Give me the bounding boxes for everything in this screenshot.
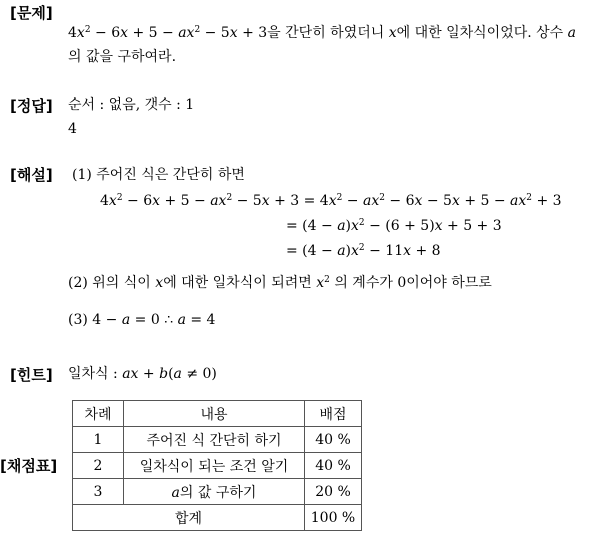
rubric-table: [72, 400, 362, 531]
problem-tag: [문제]: [10, 4, 53, 22]
rubric-header-score: 배점: [305, 401, 362, 427]
rubric-total-row: [73, 505, 362, 531]
rubric-no: 3: [73, 479, 124, 505]
rubric-header-no: 차례: [73, 401, 124, 427]
hint-text: 일차식 : ax + b(a ≠ 0): [68, 366, 217, 382]
rubric-total-score: 100 %: [305, 505, 362, 531]
rubric-score: 40 %: [305, 427, 362, 453]
rubric-total-label: 합계: [73, 505, 305, 531]
rubric-header-content: 내용: [124, 401, 305, 427]
problem-line-2: 의 값을 구하여라.: [68, 49, 177, 65]
solution-eq-1: $4x^2 - 6x + 5 - ax^2 - 5x + 3 = 4x^2 - ax^2 - 6x - 5x + 5 - ax^2 + 3$: [100, 193, 562, 209]
solution-step-2: (2) 위의 식이 x에 대한 일차식이 되려면 $x^2$ 의 계수가 0이어야 하므로: [68, 275, 492, 291]
answer-line-2: 4: [68, 121, 77, 137]
solution-tag: [해설]: [10, 166, 53, 184]
rubric-no: 1: [73, 427, 124, 453]
rubric-score: 40 %: [305, 453, 362, 479]
rubric-row: [73, 453, 362, 479]
rubric-content: 주어진 식 간단히 하기: [124, 427, 305, 453]
rubric-header-row: [73, 401, 362, 427]
rubric-no: 2: [73, 453, 124, 479]
rubric-content: 일차식이 되는 조건 알기: [124, 453, 305, 479]
hint-tag: [힌트]: [10, 366, 53, 384]
rubric-row: [73, 427, 362, 453]
rubric-score: 20 %: [305, 479, 362, 505]
problem-line-1: $4x^2 - 6x + 5 - ax^2 - 5x + 3$을 간단히 하였더니 x에 대한 일차식이었다. 상수 a: [68, 25, 577, 41]
solution-step-3: (3) 4 − a = 0 ∴ a = 4: [68, 312, 216, 328]
answer-line-1: 순서 : 없음, 갯수 : 1: [68, 97, 195, 113]
rubric-content: a의 값 구하기: [124, 479, 305, 505]
answer-tag: [정답]: [10, 97, 53, 115]
rubric-row: [73, 479, 362, 505]
solution-step-1: (1) 주어진 식은 간단히 하면: [72, 167, 245, 183]
solution-eq-3: = $(4 - a)x^2 - 11x + 8$: [286, 243, 441, 259]
solution-eq-2: = $(4 - a)x^2 - (6 + 5)x + 5 + 3$: [286, 218, 502, 234]
rubric-tag: [채점표]: [0, 457, 58, 475]
